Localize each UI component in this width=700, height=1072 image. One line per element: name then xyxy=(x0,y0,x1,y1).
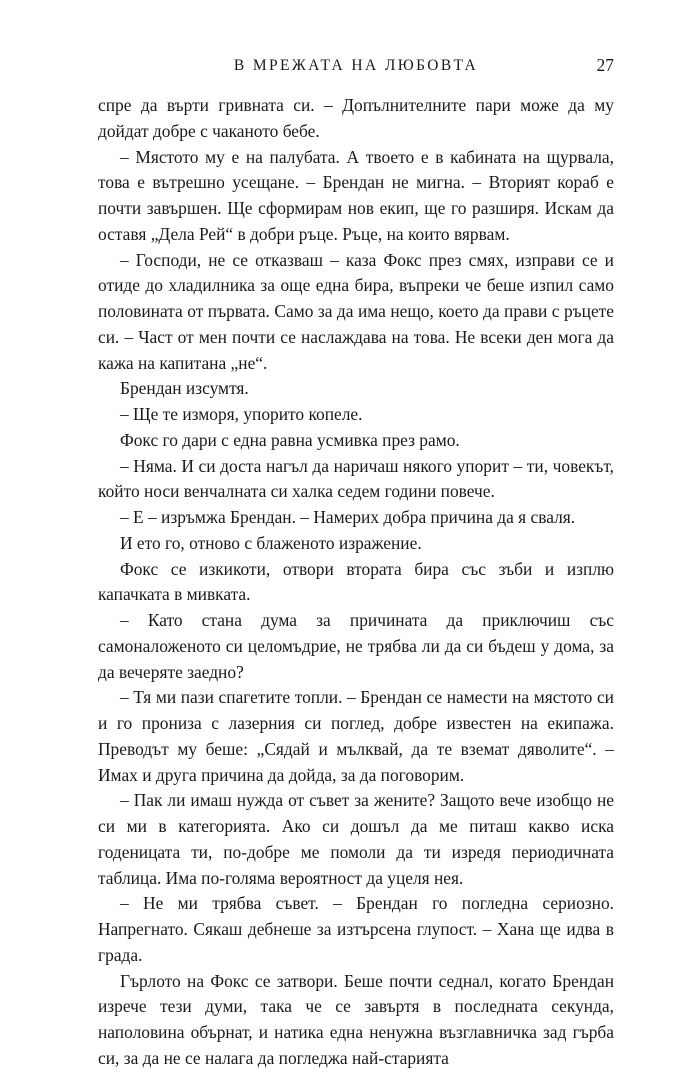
paragraph: – Тя ми пази спагетите топли. – Брендан се намести на мястото си и го прониза с лазерния си поглед, добре известен на екипажа. Преводът му беше: „Сядай и мълквай, да те вземат дяволите“. – Имах и друга причина да дойда, за да поговорим. xyxy=(98,687,614,785)
paragraph: – Мястото му е на палубата. А твоето е в кабината на щурвала, това е вътрешно усещане. – Брендан не мигна. – Вторият кораб е почти завършен. Ще сформирам нов екип, ще го разширя. Искам да оставя „Дела Рей“ в добри ръце. Ръце, на които вярвам. xyxy=(98,146,614,244)
paragraph: – Няма. И си доста нагъл да наричаш някого упорит – ти, човекът, който носи венчалната си халка седем години повече. xyxy=(98,455,614,502)
page-number: 27 xyxy=(596,55,614,75)
paragraph: Брендан изсумтя. xyxy=(120,378,249,399)
paragraph: – Е – изръмжа Брендан. – Намерих добра причина да я сваля. xyxy=(120,507,576,527)
running-title: В МРЕЖАТА НА ЛЮБОВТА xyxy=(233,57,479,74)
paragraph: – Ще те изморя, упорито копеле. xyxy=(120,404,363,424)
paragraph: Фокс се изкикоти, отвори втората бира със зъби и изплю капачката в мивката. xyxy=(98,558,614,605)
running-head xyxy=(98,56,614,80)
paragraph: – Като стана дума за причината да приключиш със самоналоженото си целомъдрие, не трябва ли да си бъдеш у дома, за да вечеряте заедно? xyxy=(98,610,614,682)
paragraph: Гърлото на Фокс се затвори. Беше почти седнал, когато Брендан изрече тези думи, така че се завъртя в последната секунда, наполовина обърнат, и натика една ненужна възглавничка зад гърба си, за да не се налага да погледжа най-старията xyxy=(98,970,614,1068)
body-text xyxy=(98,93,614,1072)
paragraph: – Господи, не се отказваш – каза Фокс през смях, изправи се и отиде до хладилника за още една бира, въпреки че беше изпил само половината от първата. Само за да има нещо, което да прави с ръцете си. – Част от мен почти се наслаждава на това. Не всеки ден мога да кажа на капитана „не“. xyxy=(98,249,614,373)
paragraph: – Пак ли имаш нужда от съвет за жените? Защото вече изобщо не си ми в категорията. Ако си дошъл да ме питаш какво иска годеницата ти, по-добре ме помоли да ти изредя периодичната таблица. Има по-голяма вероятност да уцеля нея. xyxy=(98,790,614,888)
paragraph: – Не ми трябва съвет. – Брендан го погледна сериозно. Напрегнато. Сякаш дебнеше за изтърсена глупост. – Хана ще идва в града. xyxy=(98,893,614,965)
paragraph: спре да върти гривната си. – Допълнителните пари може да му дойдат добре с чаканото бебе. xyxy=(98,95,614,141)
paragraph: Фокс го дари с една равна усмивка през рамо. xyxy=(120,429,460,450)
paragraph: И ето го, отново с блаженото изражение. xyxy=(120,532,422,553)
